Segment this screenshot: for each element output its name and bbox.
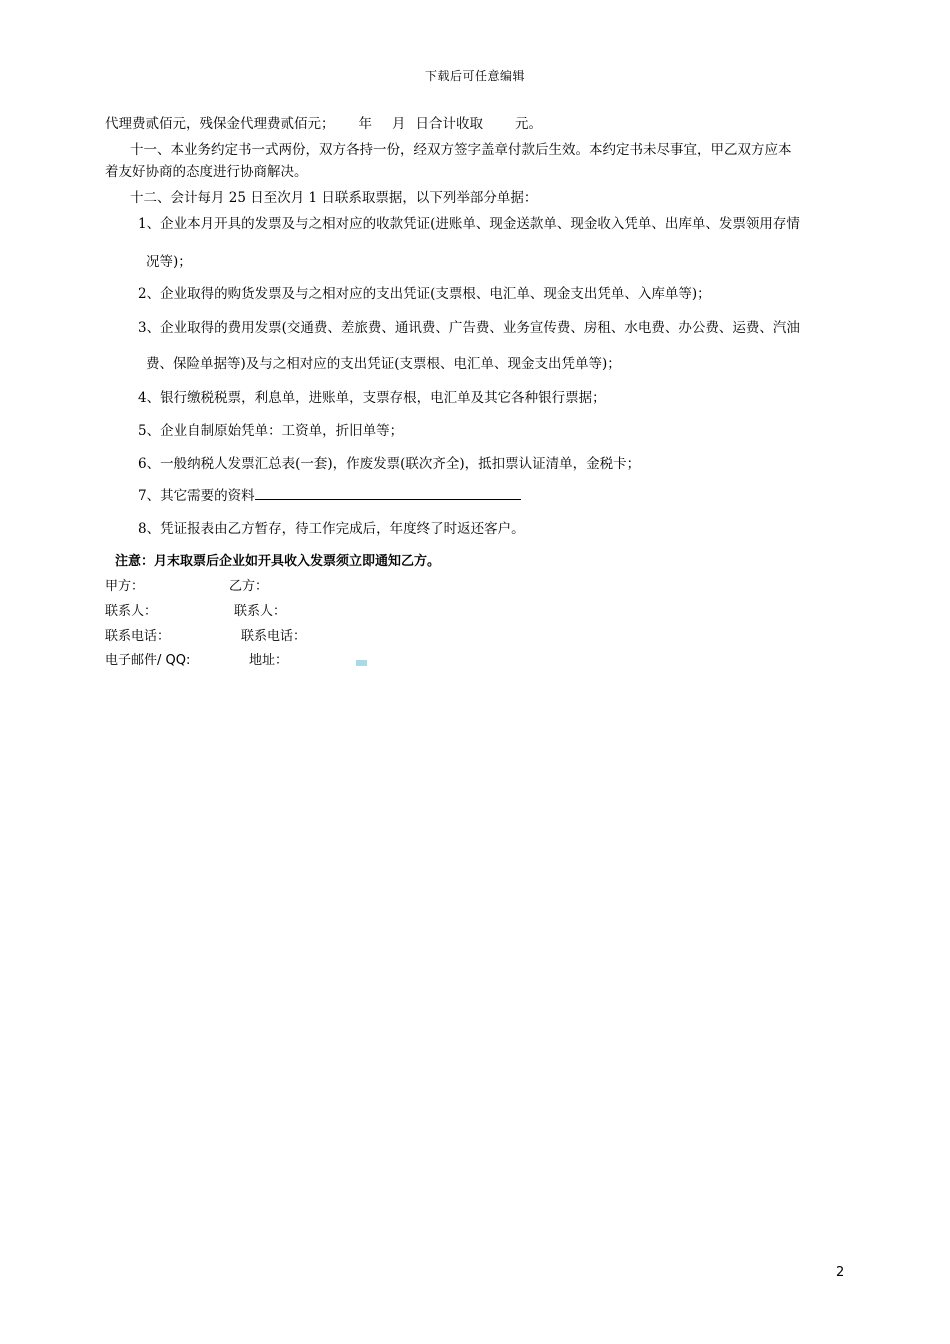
- list-item-7: [138, 487, 521, 505]
- phone-a-label: 联系电话：: [105, 629, 171, 644]
- list-item-1: 1、企业本月开具的发票及与之相对应的收款凭证(进账单、现金送款单、现金收入凭单、出库单、发票领用存情: [138, 216, 800, 232]
- phone-b-label: 联系电话：: [241, 629, 307, 644]
- year-label: 年: [358, 116, 372, 132]
- contact-b-label: 联系人：: [234, 604, 287, 619]
- list-item-3-cont: 费、保险单据等)及与之相对应的支出凭证(支票根、电汇单、现金支出凭单等)；: [146, 356, 621, 372]
- fill-in-blank: [255, 487, 521, 500]
- list-item-4: 4、银行缴税税票，利息单，进账单，支票存根，电汇单及其它各种银行票据；: [138, 390, 606, 406]
- list-item-8: 8、凭证报表由乙方暂存，待工作完成后，年度终了时返还客户。: [138, 521, 525, 537]
- highlight-marker: [356, 660, 367, 666]
- party-a-label: 甲方：: [105, 579, 145, 594]
- fee-text: 代理费贰佰元，残保金代理费贰佰元；: [105, 116, 335, 132]
- yuan-label: 元。: [515, 116, 542, 132]
- page-header: 下载后可任意编辑: [424, 69, 525, 83]
- email-qq-label: 电子邮件/ QQ:: [105, 653, 191, 668]
- fee-line: [105, 115, 542, 133]
- contact-a-label: 联系人：: [105, 604, 158, 619]
- clause-12: 十二、会计每月 25 日至次月 1 日联系取票据，以下列举部分单据：: [130, 190, 538, 206]
- list-item-2: 2、企业取得的购货发票及与之相对应的支出凭证(支票根、电汇单、现金支出凭单、入库单等)；: [138, 286, 711, 302]
- list-item-3: 3、企业取得的费用发票(交通费、差旅费、通讯费、广告费、业务宣传费、房租、水电费、办公费、运费、汽油: [138, 320, 800, 336]
- list-item-7-label: 7、其它需要的资料: [138, 488, 255, 504]
- notice: 注意：月末取票后企业如开具收入发票须立即通知乙方。: [115, 554, 441, 569]
- list-item-5: 5、企业自制原始凭单：工资单，折旧单等；: [138, 423, 404, 439]
- address-label: 地址：: [249, 653, 289, 668]
- list-item-6: 6、一般纳税人发票汇总表(一套)，作废发票(联次齐全)，抵扣票认证清单，金税卡；: [138, 456, 641, 472]
- clause-11-line2: 着友好协商的态度进行协商解决。: [105, 164, 308, 180]
- party-b-label: 乙方：: [229, 579, 269, 594]
- page-number: 2: [836, 1265, 845, 1280]
- total-label: 日合计收取: [415, 116, 483, 132]
- list-item-1-cont: 况等)；: [146, 254, 192, 270]
- month-label: 月: [392, 116, 406, 132]
- clause-11-line1: 十一、本业务约定书一式两份，双方各持一份，经双方签字盖章付款后生效。本约定书未尽事宜，甲乙双方应本: [130, 142, 792, 158]
